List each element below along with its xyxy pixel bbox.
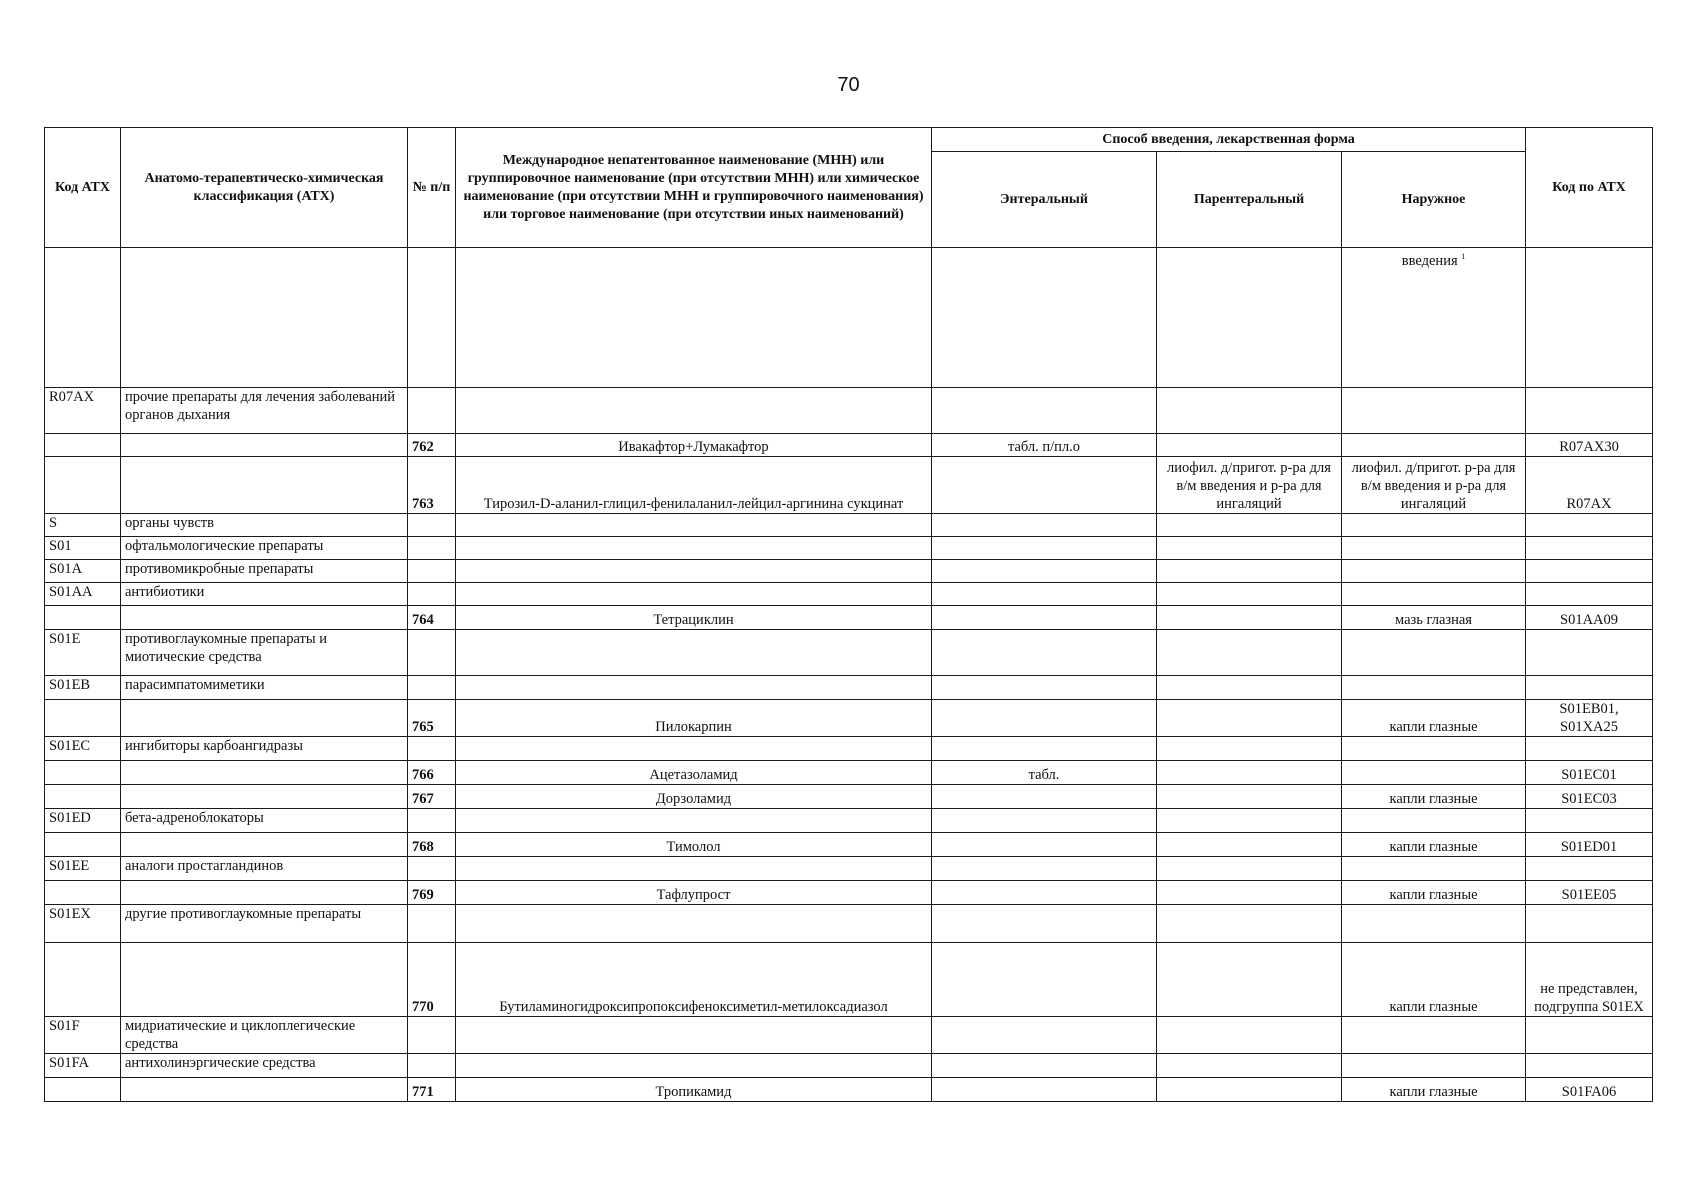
atx-code-cell: [1526, 583, 1653, 606]
atc-class-cell: органы чувств: [121, 514, 408, 537]
drug-row: [45, 434, 1653, 457]
row-number-cell: [408, 905, 456, 943]
atx-code-cell: R07AX30: [1526, 434, 1653, 457]
parenteral-cell: [1157, 560, 1342, 583]
atx-code-cell: [1526, 537, 1653, 560]
drug-name-cell: Бутиламиногидроксипропоксифеноксиметил-метилоксадиазол: [456, 943, 932, 1017]
enteral-cell: табл.: [932, 761, 1157, 785]
header-external: Наружное: [1342, 152, 1526, 248]
atc-code-cell: [45, 457, 121, 514]
row-number-cell: 763: [408, 457, 456, 514]
parenteral-cell: [1157, 809, 1342, 833]
row-number-cell: [408, 1054, 456, 1078]
drug-name-cell: [456, 537, 932, 560]
atc-code-cell: [45, 434, 121, 457]
classification-row: [45, 630, 1653, 676]
header-continuation-row: [45, 248, 1653, 388]
drug-name-cell: [456, 857, 932, 881]
external-cell: капли глазные: [1342, 785, 1526, 809]
drug-name-cell: [456, 809, 932, 833]
external-cell: [1342, 434, 1526, 457]
atc-code-cell: [45, 833, 121, 857]
drug-classification-table: [44, 127, 1653, 1102]
drug-name-cell: Тафлупрост: [456, 881, 932, 905]
parenteral-cell: [1157, 737, 1342, 761]
row-number-cell: [408, 676, 456, 700]
header-external-continuation: [1342, 248, 1526, 388]
row-number-cell: [408, 809, 456, 833]
enteral-cell: [932, 537, 1157, 560]
atc-code-cell: S01ED: [45, 809, 121, 833]
drug-row: [45, 943, 1653, 1017]
atc-class-cell: бета-адреноблокаторы: [121, 809, 408, 833]
enteral-cell: [932, 905, 1157, 943]
row-number-cell: [408, 737, 456, 761]
row-number-cell: [408, 857, 456, 881]
drug-name-cell: Тимолол: [456, 833, 932, 857]
atx-code-cell: [1526, 514, 1653, 537]
classification-row: [45, 809, 1653, 833]
drug-name-cell: [456, 737, 932, 761]
parenteral-cell: [1157, 583, 1342, 606]
row-number-cell: 766: [408, 761, 456, 785]
parenteral-cell: [1157, 1078, 1342, 1102]
row-number-cell: 767: [408, 785, 456, 809]
drug-name-cell: [456, 583, 932, 606]
drug-row: [45, 1078, 1653, 1102]
atc-code-cell: S01: [45, 537, 121, 560]
row-number-cell: [408, 560, 456, 583]
atc-code-cell: S01EX: [45, 905, 121, 943]
enteral-cell: [932, 943, 1157, 1017]
atc-class-cell: мидриатические и циклоплегические средства: [121, 1017, 408, 1054]
header-atc-code: Код АТХ: [45, 128, 121, 248]
drug-name-cell: [456, 388, 932, 434]
parenteral-cell: лиофил. д/пригот. р-ра для в/м введения и р-ра для ингаляций: [1157, 457, 1342, 514]
header-row-number: № п/п: [408, 128, 456, 248]
drug-name-cell: [456, 676, 932, 700]
external-cell: мазь глазная: [1342, 606, 1526, 630]
atc-class-cell: парасимпатомиметики: [121, 676, 408, 700]
atc-class-cell: антихолинэргические средства: [121, 1054, 408, 1078]
atc-class-cell: ингибиторы карбоангидразы: [121, 737, 408, 761]
enteral-cell: [932, 737, 1157, 761]
atc-class-cell: офтальмологические препараты: [121, 537, 408, 560]
atx-code-cell: [1526, 737, 1653, 761]
drug-name-cell: [456, 1017, 932, 1054]
classification-row: [45, 676, 1653, 700]
row-number-cell: [408, 537, 456, 560]
atc-class-cell: антибиотики: [121, 583, 408, 606]
parenteral-cell: [1157, 785, 1342, 809]
parenteral-cell: [1157, 676, 1342, 700]
external-cell: [1342, 737, 1526, 761]
footnote-mark: 1: [1461, 252, 1466, 261]
enteral-cell: [932, 1017, 1157, 1054]
atx-code-cell: [1526, 905, 1653, 943]
atc-code-cell: [45, 700, 121, 737]
parenteral-cell: [1157, 537, 1342, 560]
atc-code-cell: S01EC: [45, 737, 121, 761]
external-cell: [1342, 630, 1526, 676]
enteral-cell: [932, 630, 1157, 676]
row-number-cell: 762: [408, 434, 456, 457]
atc-class-cell: противомикробные препараты: [121, 560, 408, 583]
atx-code-cell: S01FA06: [1526, 1078, 1653, 1102]
row-number-cell: 765: [408, 700, 456, 737]
enteral-cell: табл. п/пл.о: [932, 434, 1157, 457]
row-number-cell: 764: [408, 606, 456, 630]
parenteral-cell: [1157, 1017, 1342, 1054]
enteral-cell: [932, 1078, 1157, 1102]
row-number-cell: [408, 1017, 456, 1054]
atc-code-cell: [45, 761, 121, 785]
atc-class-cell: [121, 1078, 408, 1102]
classification-row: [45, 905, 1653, 943]
drug-name-cell: [456, 905, 932, 943]
enteral-cell: [932, 1054, 1157, 1078]
atx-code-cell: S01AA09: [1526, 606, 1653, 630]
parenteral-cell: [1157, 700, 1342, 737]
parenteral-cell: [1157, 434, 1342, 457]
drug-row: [45, 457, 1653, 514]
external-cell: [1342, 537, 1526, 560]
atc-class-cell: [121, 881, 408, 905]
drug-name-cell: Пилокарпин: [456, 700, 932, 737]
atc-code-cell: [45, 606, 121, 630]
external-sub-label: введения: [1401, 252, 1458, 269]
enteral-cell: [932, 809, 1157, 833]
classification-row: [45, 1017, 1653, 1054]
drug-name-cell: [456, 560, 932, 583]
row-number-cell: [408, 514, 456, 537]
drug-name-cell: Ацетазоламид: [456, 761, 932, 785]
parenteral-cell: [1157, 606, 1342, 630]
row-number-cell: 768: [408, 833, 456, 857]
classification-row: [45, 388, 1653, 434]
atx-code-cell: S01EE05: [1526, 881, 1653, 905]
classification-row: [45, 514, 1653, 537]
atc-class-cell: прочие препараты для лечения заболеваний органов дыхания: [121, 388, 408, 434]
atc-class-cell: [121, 457, 408, 514]
drug-name-cell: [456, 1054, 932, 1078]
atc-code-cell: [45, 943, 121, 1017]
atx-code-cell: S01EC01: [1526, 761, 1653, 785]
atc-code-cell: S01E: [45, 630, 121, 676]
atx-code-cell: S01ED01: [1526, 833, 1653, 857]
external-cell: [1342, 560, 1526, 583]
row-number-cell: 769: [408, 881, 456, 905]
parenteral-cell: [1157, 388, 1342, 434]
classification-row: [45, 560, 1653, 583]
parenteral-cell: [1157, 833, 1342, 857]
external-cell: [1342, 676, 1526, 700]
atx-code-cell: не представлен, подгруппа S01EX: [1526, 943, 1653, 1017]
external-cell: [1342, 388, 1526, 434]
parenteral-cell: [1157, 857, 1342, 881]
atc-code-cell: S01A: [45, 560, 121, 583]
enteral-cell: [932, 388, 1157, 434]
atx-code-cell: S01EB01, S01XA25: [1526, 700, 1653, 737]
enteral-cell: [932, 457, 1157, 514]
external-cell: лиофил. д/пригот. р-ра для в/м введения и р-ра для ингаляций: [1342, 457, 1526, 514]
external-cell: [1342, 583, 1526, 606]
row-number-cell: 771: [408, 1078, 456, 1102]
enteral-cell: [932, 560, 1157, 583]
enteral-cell: [932, 514, 1157, 537]
external-cell: капли глазные: [1342, 943, 1526, 1017]
classification-row: [45, 1054, 1653, 1078]
external-cell: капли глазные: [1342, 833, 1526, 857]
drug-name-cell: Дорзоламид: [456, 785, 932, 809]
parenteral-cell: [1157, 514, 1342, 537]
atx-code-cell: [1526, 857, 1653, 881]
atc-code-cell: [45, 785, 121, 809]
atx-code-cell: [1526, 388, 1653, 434]
parenteral-cell: [1157, 905, 1342, 943]
row-number-cell: 770: [408, 943, 456, 1017]
drug-row: [45, 785, 1653, 809]
external-cell: [1342, 809, 1526, 833]
external-cell: [1342, 1054, 1526, 1078]
enteral-cell: [932, 700, 1157, 737]
parenteral-cell: [1157, 630, 1342, 676]
atx-code-cell: [1526, 560, 1653, 583]
atc-class-cell: [121, 700, 408, 737]
header-enteral: Энтеральный: [932, 152, 1157, 248]
external-cell: [1342, 857, 1526, 881]
atc-code-cell: S01EB: [45, 676, 121, 700]
drug-name-cell: Тирозил-D-аланил-глицил-фенилаланил-лейцил-аргинина сукцинат: [456, 457, 932, 514]
enteral-cell: [932, 785, 1157, 809]
atc-code-cell: [45, 1078, 121, 1102]
drug-row: [45, 881, 1653, 905]
atx-code-cell: [1526, 1054, 1653, 1078]
row-number-cell: [408, 583, 456, 606]
row-number-cell: [408, 630, 456, 676]
drug-row: [45, 833, 1653, 857]
drug-name-cell: [456, 514, 932, 537]
enteral-cell: [932, 583, 1157, 606]
atx-code-cell: [1526, 809, 1653, 833]
atx-code-cell: [1526, 676, 1653, 700]
atc-class-cell: [121, 606, 408, 630]
atc-code-cell: S01FA: [45, 1054, 121, 1078]
atc-class-cell: другие противоглаукомные препараты: [121, 905, 408, 943]
external-cell: капли глазные: [1342, 1078, 1526, 1102]
external-cell: капли глазные: [1342, 881, 1526, 905]
atc-code-cell: R07AX: [45, 388, 121, 434]
atc-code-cell: [45, 881, 121, 905]
atc-class-cell: противоглаукомные препараты и миотические средства: [121, 630, 408, 676]
atx-code-cell: [1526, 1017, 1653, 1054]
atc-class-cell: [121, 761, 408, 785]
page-number: 70: [837, 74, 860, 96]
atc-code-cell: S01F: [45, 1017, 121, 1054]
enteral-cell: [932, 833, 1157, 857]
drug-name-cell: [456, 630, 932, 676]
header-inn-name: Международное непатентованное наименование (МНН) или группировочное наименование (при отсутствии МНН) или химическое наименование (при отсутствии МНН и группировочного наименования) или торговое наименование (при отсутствии иных наименований): [456, 128, 932, 248]
drug-row: [45, 606, 1653, 630]
external-cell: [1342, 905, 1526, 943]
header-parenteral: Парентеральный: [1157, 152, 1342, 248]
drug-row: [45, 700, 1653, 737]
external-cell: [1342, 761, 1526, 785]
atc-class-cell: [121, 833, 408, 857]
drug-name-cell: Тропикамид: [456, 1078, 932, 1102]
external-cell: [1342, 1017, 1526, 1054]
atc-class-cell: [121, 943, 408, 1017]
enteral-cell: [932, 857, 1157, 881]
row-number-cell: [408, 388, 456, 434]
classification-row: [45, 737, 1653, 761]
atc-class-cell: [121, 434, 408, 457]
atc-class-cell: аналоги простагландинов: [121, 857, 408, 881]
atc-code-cell: S01EE: [45, 857, 121, 881]
enteral-cell: [932, 606, 1157, 630]
header-atc-code-right: Код по АТХ: [1526, 128, 1653, 248]
parenteral-cell: [1157, 881, 1342, 905]
atx-code-cell: [1526, 630, 1653, 676]
header-route-group: Способ введения, лекарственная форма: [932, 128, 1526, 152]
atx-code-cell: S01EC03: [1526, 785, 1653, 809]
enteral-cell: [932, 676, 1157, 700]
external-cell: [1342, 514, 1526, 537]
external-cell: капли глазные: [1342, 700, 1526, 737]
atc-class-cell: [121, 785, 408, 809]
atx-code-cell: R07AX: [1526, 457, 1653, 514]
atc-code-cell: S: [45, 514, 121, 537]
classification-row: [45, 537, 1653, 560]
drug-name-cell: Ивакафтор+Лумакафтор: [456, 434, 932, 457]
atc-code-cell: S01AA: [45, 583, 121, 606]
enteral-cell: [932, 881, 1157, 905]
drug-name-cell: Тетрациклин: [456, 606, 932, 630]
classification-row: [45, 857, 1653, 881]
classification-row: [45, 583, 1653, 606]
header-atc-classification: Анатомо-терапевтическо-химическая классификация (АТХ): [121, 128, 408, 248]
parenteral-cell: [1157, 1054, 1342, 1078]
parenteral-cell: [1157, 761, 1342, 785]
drug-row: [45, 761, 1653, 785]
parenteral-cell: [1157, 943, 1342, 1017]
